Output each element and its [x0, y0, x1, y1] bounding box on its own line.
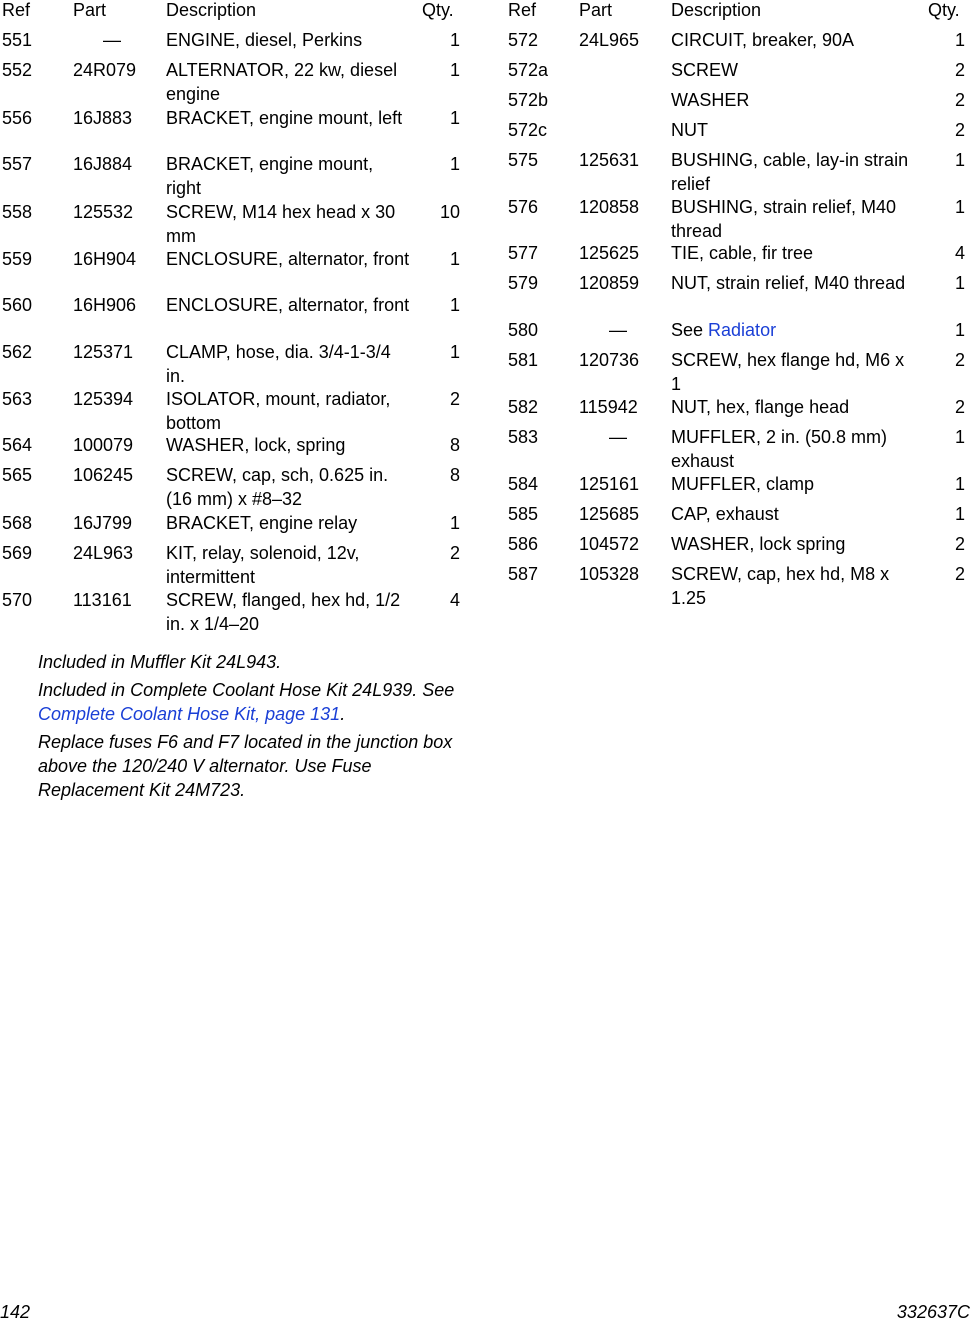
qty-cell: 1: [954, 197, 965, 217]
part-cell: 125532: [73, 202, 134, 222]
description-cell: WASHER, lock spring: [671, 534, 846, 554]
qty-cell: 1: [449, 60, 460, 80]
description-cell: BUSHING, cable, lay-in strain relief: [671, 150, 909, 194]
note-muffler-kit: Included in Muffler Kit 24L943.: [38, 652, 282, 672]
description-cell: SCREW, M14 hex head x 30 mm: [166, 202, 396, 246]
description-cell: NUT, hex, flange head: [671, 397, 850, 417]
part-cell: 115942: [579, 397, 638, 417]
right-header-ref: Ref: [508, 0, 537, 20]
right-header-part: Part: [579, 0, 613, 20]
qty-cell: 1: [449, 342, 460, 362]
part-cell: 24R079: [73, 60, 137, 80]
coolant-hose-kit-link[interactable]: Complete Coolant Hose Kit, page 131: [38, 704, 341, 724]
ref-cell: 560: [2, 295, 33, 315]
part-cell: 120859: [579, 273, 640, 293]
qty-cell: 8: [449, 465, 460, 485]
part-cell: 16J884: [73, 154, 133, 174]
part-cell: 125685: [579, 504, 640, 524]
description-cell: KIT, relay, solenoid, 12v, intermittent: [166, 543, 360, 587]
description-cell: BUSHING, strain relief, M40 thread: [671, 197, 897, 241]
description-cell: CIRCUIT, breaker, 90A: [671, 30, 855, 50]
description-cell: ISOLATOR, mount, radiator, bottom: [166, 389, 391, 433]
part-cell: 24L963: [73, 543, 134, 563]
ref-cell: 562: [2, 342, 33, 362]
description-cell: See Radiator: [671, 320, 777, 340]
ref-cell: 583: [508, 427, 539, 447]
ref-cell: 579: [508, 273, 539, 293]
ref-cell: 564: [2, 435, 33, 455]
part-cell: 16J799: [73, 513, 133, 533]
ref-cell: 568: [2, 513, 33, 533]
ref-cell: 587: [508, 564, 539, 584]
ref-cell: 584: [508, 474, 539, 494]
description-cell: TIE, cable, fir tree: [671, 243, 814, 263]
ref-cell: 569: [2, 543, 33, 563]
part-cell: 125625: [579, 243, 640, 263]
qty-cell: 1: [954, 30, 965, 50]
part-cell: 16H904: [73, 249, 137, 269]
qty-cell: 2: [954, 120, 965, 140]
qty-cell: 4: [954, 243, 965, 263]
ref-cell: 572c: [508, 120, 548, 140]
qty-cell: 1: [449, 30, 460, 50]
qty-cell: 2: [449, 389, 460, 409]
ref-cell: 551: [2, 30, 33, 50]
left-header-part: Part: [73, 0, 107, 20]
ref-cell: 576: [508, 197, 539, 217]
part-cell: 125394: [73, 389, 134, 409]
description-cell: SCREW, flanged, hex hd, 1/2 in. x 1/4–20: [166, 590, 401, 634]
part-cell: —: [609, 320, 627, 340]
ref-cell: 582: [508, 397, 539, 417]
description-cell: SCREW, hex flange hd, M6 x 1: [671, 350, 905, 394]
part-cell: 125161: [579, 474, 640, 494]
description-cell: SCREW, cap, hex hd, M8 x 1.25: [671, 564, 890, 608]
qty-cell: 2: [954, 397, 965, 417]
description-cell: MUFFLER, 2 in. (50.8 mm) exhaust: [671, 427, 888, 471]
ref-cell: 563: [2, 389, 33, 409]
qty-cell: 2: [954, 60, 965, 80]
ref-cell: 558: [2, 202, 33, 222]
qty-cell: 2: [954, 350, 965, 370]
qty-cell: 1: [954, 273, 965, 293]
ref-cell: 552: [2, 60, 33, 80]
ref-cell: 586: [508, 534, 539, 554]
description-cell: MUFFLER, clamp: [671, 474, 815, 494]
left-header-qty: Qty.: [422, 0, 454, 20]
part-cell: 24L965: [579, 30, 640, 50]
part-cell: 125371: [73, 342, 134, 362]
part-cell: 100079: [73, 435, 134, 455]
ref-cell: 580: [508, 320, 539, 340]
left-header-description: Description: [166, 0, 257, 20]
qty-cell: 2: [954, 90, 965, 110]
part-cell: 120858: [579, 197, 640, 217]
qty-cell: 1: [449, 295, 460, 315]
ref-cell: 575: [508, 150, 539, 170]
description-cell: NUT, strain relief, M40 thread: [671, 273, 906, 293]
qty-cell: 1: [954, 504, 965, 524]
part-cell: 120736: [579, 350, 640, 370]
qty-cell: 4: [449, 590, 460, 610]
ref-cell: 572a: [508, 60, 549, 80]
description-cell: WASHER, lock, spring: [166, 435, 346, 455]
qty-cell: 1: [449, 154, 460, 174]
qty-cell: 1: [954, 150, 965, 170]
part-cell: 113161: [73, 590, 132, 610]
qty-cell: 2: [449, 543, 460, 563]
ref-cell: 572: [508, 30, 539, 50]
description-cell: CLAMP, hose, dia. 3/4-1-3/4 in.: [166, 342, 391, 386]
part-cell: —: [103, 30, 121, 50]
ref-cell: 570: [2, 590, 33, 610]
right-header-qty: Qty.: [928, 0, 960, 20]
part-cell: 16H906: [73, 295, 137, 315]
part-cell: 106245: [73, 465, 134, 485]
qty-cell: 1: [954, 427, 965, 447]
qty-cell: 2: [954, 564, 965, 584]
qty-cell: 1: [954, 474, 965, 494]
ref-cell: 577: [508, 243, 539, 263]
note-fuse-replacement: Replace fuses F6 and F7 located in the junction box above the 120/240 V alternator. Use Fuse Replacement Kit 24M723.: [38, 732, 453, 800]
qty-cell: 1: [954, 320, 965, 340]
description-cell: BRACKET, engine mount, right: [166, 154, 374, 198]
qty-cell: 10: [439, 202, 460, 222]
description-cell: WASHER: [671, 90, 750, 110]
page-number: 142: [0, 1302, 31, 1322]
part-cell: 125631: [579, 150, 640, 170]
document-number: 332637C: [896, 1302, 970, 1322]
qty-cell: 1: [449, 108, 460, 128]
ref-cell: 556: [2, 108, 33, 128]
part-cell: 16J883: [73, 108, 133, 128]
description-cell: BRACKET, engine mount, left: [166, 108, 403, 128]
description-cell: ENCLOSURE, alternator, front: [166, 295, 410, 315]
description-cell: SCREW: [671, 60, 738, 80]
description-cell: ALTERNATOR, 22 kw, diesel engine: [166, 60, 398, 104]
qty-cell: 1: [449, 513, 460, 533]
description-cell: SCREW, cap, sch, 0.625 in. (16 mm) x #8–32: [166, 465, 389, 509]
part-cell: 104572: [579, 534, 640, 554]
qty-cell: 1: [449, 249, 460, 269]
note-coolant-hose-kit: Included in Complete Coolant Hose Kit 24L939. See Complete Coolant Hose Kit, page 131.: [38, 680, 455, 724]
right-header-description: Description: [671, 0, 762, 20]
part-cell: —: [609, 427, 627, 447]
radiator-link[interactable]: Radiator: [708, 320, 777, 340]
description-cell: ENGINE, diesel, Perkins: [166, 30, 363, 50]
ref-cell: 565: [2, 465, 33, 485]
ref-cell: 585: [508, 504, 539, 524]
ref-cell: 557: [2, 154, 33, 174]
qty-cell: 2: [954, 534, 965, 554]
notes: [38, 650, 468, 806]
ref-cell: 581: [508, 350, 539, 370]
left-header-ref: Ref: [2, 0, 31, 20]
ref-cell: 572b: [508, 90, 549, 110]
description-cell: ENCLOSURE, alternator, front: [166, 249, 410, 269]
description-cell: BRACKET, engine relay: [166, 513, 358, 533]
qty-cell: 8: [449, 435, 460, 455]
ref-cell: 559: [2, 249, 33, 269]
description-cell: NUT: [671, 120, 708, 140]
description-cell: CAP, exhaust: [671, 504, 779, 524]
part-cell: 105328: [579, 564, 640, 584]
